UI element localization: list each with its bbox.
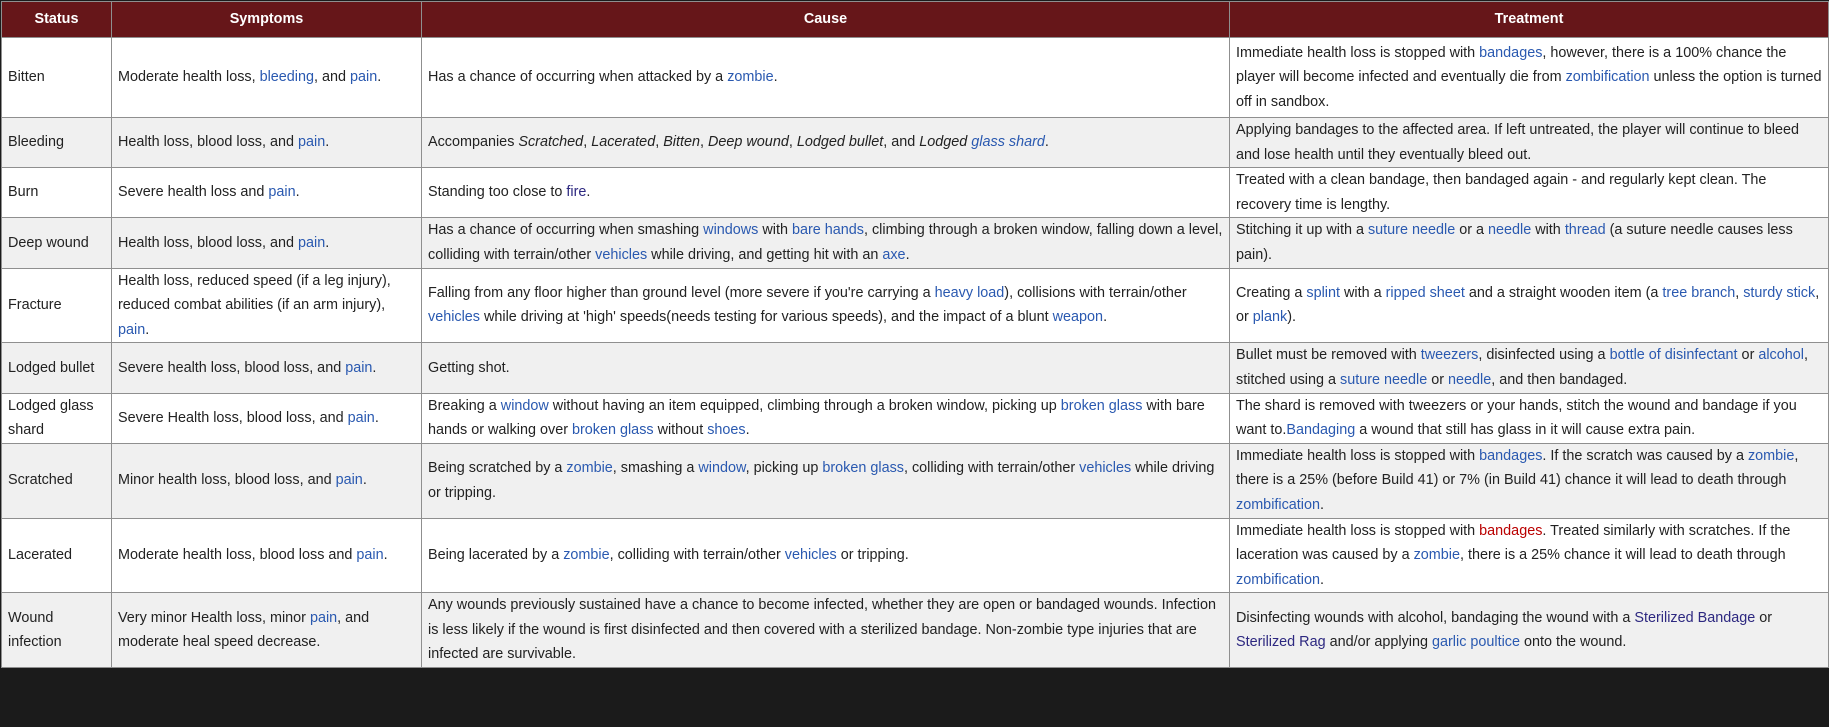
treatment-cell: [1230, 118, 1829, 168]
link-suture-needle[interactable]: suture needle: [1340, 371, 1428, 388]
symptoms-cell: [112, 593, 422, 668]
link-pain[interactable]: pain: [298, 134, 326, 151]
cell-text: with a: [1340, 284, 1386, 301]
cell-text: .: [1319, 571, 1324, 588]
cell-text: .: [383, 547, 388, 564]
column-header-status[interactable]: Status: [2, 2, 112, 38]
cell-text: or: [1737, 347, 1759, 364]
link-window[interactable]: window: [698, 460, 746, 477]
cell-text: Moderate health loss,: [118, 69, 260, 86]
cell-text: or a: [1455, 222, 1488, 239]
cell-text: Accompanies: [428, 134, 519, 151]
cell-text: and/or applying: [1325, 634, 1432, 651]
cell-text: Lodged: [919, 134, 972, 151]
cell-text: a wound that still has glass in it will cause extra pain.: [1355, 422, 1696, 439]
cell-text: Health loss, reduced speed (if a leg injury), reduced combat abilities (if an arm injury),: [118, 272, 391, 314]
cell-text: Severe health loss and: [118, 184, 269, 201]
cell-text: , and: [883, 134, 920, 151]
cell-text: (a suture needle causes less pain).: [1236, 222, 1793, 263]
cause-cell: [422, 593, 1230, 668]
status-cell: Scratched: [2, 443, 112, 518]
link-bare-hands[interactable]: bare hands: [791, 222, 864, 239]
link-zombification[interactable]: zombification: [1236, 496, 1320, 513]
cell-text: , disinfected using a: [1478, 347, 1610, 364]
cell-text: with bare hands or walking over: [428, 397, 1205, 439]
table-body: [2, 38, 1829, 668]
cell-text: , colliding with terrain/other: [903, 460, 1080, 477]
cell-text: with: [758, 222, 792, 239]
link-window[interactable]: window: [500, 397, 549, 414]
link-zombification[interactable]: zombification: [1565, 69, 1650, 86]
link-garlic-poultice[interactable]: garlic poultice: [1432, 634, 1520, 651]
cell-text: Treated with a clean bandage, then bandaged again - and regularly kept clean. The recovery time is lengthy.: [1236, 172, 1767, 213]
cell-text: .: [325, 234, 330, 251]
treatment-cell: [1230, 343, 1829, 393]
symptoms-cell: [112, 38, 422, 118]
cell-text: onto the wound.: [1520, 634, 1627, 651]
link-sterilized-rag[interactable]: Sterilized Rag: [1236, 634, 1326, 651]
cell-text: , smashing a: [612, 460, 699, 477]
table-row: [2, 343, 1829, 393]
link-vehicles[interactable]: vehicles: [595, 246, 648, 263]
column-header-cause[interactable]: Cause: [422, 2, 1230, 38]
link-zombie[interactable]: zombie: [1747, 447, 1795, 464]
cell-text: unless the option is turned off in sandbox.: [1236, 69, 1822, 110]
link-vehicles[interactable]: vehicles: [784, 547, 837, 564]
cause-cell: [422, 343, 1230, 393]
treatment-cell: [1230, 518, 1829, 593]
link-pain[interactable]: pain: [309, 609, 338, 626]
cell-text: .: [1319, 496, 1324, 513]
cell-text: .: [905, 246, 910, 263]
link-weapon[interactable]: weapon: [1052, 309, 1104, 326]
cell-text: Applying bandages to the affected area. If left untreated, the player will continue to bleed and lose health until they eventually bleed out.: [1236, 122, 1799, 163]
treatment-cell: [1230, 443, 1829, 518]
cell-text: .: [377, 69, 382, 86]
symptoms-cell: [112, 268, 422, 343]
cell-text: Has a chance of occurring when attacked by a: [428, 69, 728, 86]
link-pain[interactable]: pain: [356, 547, 384, 564]
table-row: [2, 268, 1829, 343]
link-bandages[interactable]: bandages: [1479, 44, 1543, 61]
cell-text: or: [1427, 371, 1449, 388]
link-zombification[interactable]: zombification: [1236, 571, 1320, 588]
link-splint[interactable]: splint: [1306, 284, 1341, 301]
link-pain[interactable]: pain: [345, 359, 373, 376]
cell-text: Scratched: [518, 134, 584, 151]
link-axe[interactable]: axe: [882, 246, 906, 263]
cause-cell: [422, 218, 1230, 268]
cell-text: , climbing through a broken window, falling down a level, colliding with terrain/other: [428, 222, 1223, 263]
cell-text: The shard is removed with tweezers or your hands, stitch the wound and bandage if you want to.: [1236, 397, 1797, 439]
cell-text: and a straight wooden item (a: [1464, 284, 1663, 301]
cell-text: Getting shot.: [428, 359, 510, 376]
cell-text: Standing too close to: [428, 184, 567, 201]
table-row: [2, 518, 1829, 593]
table-row: [2, 218, 1829, 268]
cell-text: , and moderate heal speed decrease.: [118, 609, 370, 651]
symptoms-cell: [112, 218, 422, 268]
cause-cell: [422, 268, 1230, 343]
cell-text: Stitching it up with a: [1236, 222, 1368, 239]
cell-text: Lacerated: [591, 134, 656, 151]
status-cell: Deep wound: [2, 218, 112, 268]
table-row: [2, 118, 1829, 168]
symptoms-cell: [112, 168, 422, 218]
symptoms-cell: [112, 443, 422, 518]
table-row: [2, 443, 1829, 518]
link-tweezers[interactable]: tweezers: [1420, 347, 1479, 364]
cell-text: .: [325, 134, 330, 151]
table-row: [2, 168, 1829, 218]
link-glass-shard[interactable]: glass shard: [971, 134, 1045, 151]
symptoms-cell: [112, 393, 422, 443]
cell-text: .: [295, 184, 300, 201]
cell-text: Falling from any floor higher than ground level (more severe if you're carrying a: [428, 284, 935, 301]
treatment-cell: [1230, 593, 1829, 668]
cell-text: Severe health loss, blood loss, and: [118, 359, 346, 376]
cell-text: with: [1531, 222, 1565, 239]
cell-text: , there is a 25% chance it will lead to death through: [1459, 547, 1786, 564]
cell-text: .: [745, 422, 750, 439]
cell-text: Bitten: [663, 134, 701, 151]
cell-text: Immediate health loss is stopped with: [1236, 44, 1480, 61]
cell-text: Very minor Health loss, minor: [118, 609, 310, 626]
column-header-treatment[interactable]: Treatment: [1230, 2, 1829, 38]
status-cell: Lodged bullet: [2, 343, 112, 393]
link-pain[interactable]: pain: [350, 69, 378, 86]
header-row: [2, 2, 1829, 38]
link-tree-branch[interactable]: tree branch: [1662, 284, 1736, 301]
cell-text: Deep wound: [708, 134, 789, 151]
treatment-cell: [1230, 218, 1829, 268]
cell-text: .: [362, 472, 367, 489]
treatment-cell: [1230, 168, 1829, 218]
treatment-cell: [1230, 38, 1829, 118]
cell-text: Has a chance of occurring when smashing: [428, 222, 704, 239]
cell-text: while driving, and getting hit with an: [647, 246, 883, 263]
status-cell: Lodged glass shard: [2, 393, 112, 443]
cell-text: .: [374, 409, 379, 426]
cell-text: Any wounds previously sustained have a chance to become infected, whether they are open or bandaged wounds. Infection is less likely if the wound is first disinfected and then covered with a sterilized bandage. Non-zombie type injuries that are infected are survivable.: [428, 597, 1216, 663]
cell-text: ,: [700, 134, 709, 151]
link-bandages[interactable]: bandages: [1479, 522, 1543, 539]
cell-text: , or: [1236, 284, 1820, 326]
cell-text: ,: [788, 134, 797, 151]
link-suture-needle[interactable]: suture needle: [1367, 222, 1456, 239]
cell-text: ,: [655, 134, 664, 151]
cell-text: Immediate health loss is stopped with: [1236, 522, 1480, 539]
cell-text: ).: [1287, 309, 1296, 326]
status-cell: Bitten: [2, 38, 112, 118]
link-broken-glass[interactable]: broken glass: [571, 422, 654, 439]
cell-text: , there is a 25% (before Build 41) or 7% (in Build 41) chance it will lead to death through: [1236, 447, 1799, 489]
link-thread[interactable]: thread: [1564, 222, 1606, 239]
status-table: [1, 1, 1829, 668]
table-row: [2, 38, 1829, 118]
link-alcohol[interactable]: alcohol: [1758, 347, 1804, 364]
cell-text: Health loss, blood loss, and: [118, 234, 298, 251]
cell-text: Severe Health loss, blood loss, and: [118, 409, 348, 426]
link-sterilized-bandage[interactable]: Sterilized Bandage: [1634, 609, 1756, 626]
table-header: [2, 2, 1829, 38]
link-bandages[interactable]: bandages: [1479, 447, 1543, 464]
cell-text: .: [773, 69, 778, 86]
cell-text: while driving at 'high' speeds(needs testing for various speeds), and the impact of a blunt: [480, 309, 1053, 326]
cell-text: , and: [314, 69, 351, 86]
link-vehicles[interactable]: vehicles: [428, 309, 480, 326]
cell-text: , and then bandaged.: [1491, 371, 1628, 388]
link-sturdy-stick[interactable]: sturdy stick: [1743, 284, 1816, 301]
cause-cell: [422, 118, 1230, 168]
link-bandaging[interactable]: Bandaging: [1286, 422, 1356, 439]
symptoms-cell: [112, 343, 422, 393]
cell-text: , picking up: [745, 460, 823, 477]
cell-text: , however, there is a 100% chance the player will become infected and eventually die from: [1236, 44, 1787, 86]
link-fire[interactable]: fire: [566, 184, 587, 201]
cell-text: Lodged bullet: [796, 134, 884, 151]
link-broken-glass[interactable]: broken glass: [822, 460, 904, 477]
cell-text: or: [1755, 609, 1773, 626]
cell-text: without: [653, 422, 708, 439]
cell-text: Being lacerated by a: [428, 547, 564, 564]
cell-text: .: [586, 184, 591, 201]
link-needle[interactable]: needle: [1488, 222, 1532, 239]
cell-text: ,: [1735, 284, 1744, 301]
link-zombie[interactable]: zombie: [1413, 547, 1460, 564]
link-needle[interactable]: needle: [1448, 371, 1492, 388]
link-pain[interactable]: pain: [347, 409, 375, 426]
link-pain[interactable]: pain: [118, 321, 146, 338]
status-cell: Bleeding: [2, 118, 112, 168]
link-bleeding[interactable]: bleeding: [259, 69, 315, 86]
cause-cell: [422, 38, 1230, 118]
cause-cell: [422, 518, 1230, 593]
cell-text: Immediate health loss is stopped with: [1236, 447, 1480, 464]
link-zombie[interactable]: zombie: [727, 69, 774, 86]
cell-text: Bullet must be removed with: [1236, 347, 1421, 364]
link-zombie[interactable]: zombie: [566, 460, 613, 477]
link-plank[interactable]: plank: [1252, 309, 1288, 326]
cell-text: . If the scratch was caused by a: [1542, 447, 1748, 464]
link-bottle-of-disinfectant[interactable]: bottle of disinfectant: [1609, 347, 1738, 364]
cell-text: or tripping.: [836, 547, 909, 564]
link-windows[interactable]: windows: [703, 222, 759, 239]
status-cell: Burn: [2, 168, 112, 218]
cell-text: .: [1103, 309, 1108, 326]
cell-text: , stitched using a: [1236, 347, 1808, 388]
symptoms-cell: [112, 518, 422, 593]
symptoms-cell: [112, 118, 422, 168]
cause-cell: [422, 168, 1230, 218]
cell-text: .: [1044, 134, 1049, 151]
cell-text: Health loss, blood loss, and: [118, 134, 298, 151]
table-row: [2, 393, 1829, 443]
cell-text: . Treated similarly with scratches. If the laceration was caused by a: [1236, 522, 1791, 564]
treatment-cell: [1230, 268, 1829, 343]
cell-text: Minor health loss, blood loss, and: [118, 472, 336, 489]
table-row: [2, 593, 1829, 668]
cell-text: .: [145, 321, 150, 338]
cell-text: ), collisions with terrain/other: [1004, 284, 1187, 301]
cell-text: Disinfecting wounds with alcohol, bandaging the wound with a: [1236, 609, 1635, 626]
link-pain[interactable]: pain: [268, 184, 296, 201]
column-header-symptoms[interactable]: Symptoms: [112, 2, 422, 38]
link-zombie[interactable]: zombie: [563, 547, 610, 564]
cell-text: .: [372, 359, 377, 376]
status-cell: Lacerated: [2, 518, 112, 593]
status-cell: Wound infection: [2, 593, 112, 668]
link-vehicles[interactable]: vehicles: [1079, 460, 1132, 477]
cell-text: Breaking a: [428, 397, 501, 414]
cell-text: ,: [583, 134, 592, 151]
cell-text: without having an item equipped, climbing through a broken window, picking up: [548, 397, 1061, 414]
cause-cell: [422, 393, 1230, 443]
link-heavy-load[interactable]: heavy load: [934, 284, 1005, 301]
link-broken-glass[interactable]: broken glass: [1060, 397, 1143, 414]
link-ripped-sheet[interactable]: ripped sheet: [1385, 284, 1465, 301]
link-pain[interactable]: pain: [298, 234, 326, 251]
cell-text: Being scratched by a: [428, 460, 567, 477]
cell-text: Moderate health loss, blood loss and: [118, 547, 357, 564]
cell-text: Creating a: [1236, 284, 1307, 301]
treatment-cell: [1230, 393, 1829, 443]
cell-text: while driving or tripping.: [428, 460, 1215, 501]
cause-cell: [422, 443, 1230, 518]
status-cell: Fracture: [2, 268, 112, 343]
link-shoes[interactable]: shoes: [707, 422, 746, 439]
link-pain[interactable]: pain: [335, 472, 363, 489]
cell-text: , colliding with terrain/other: [609, 547, 785, 564]
